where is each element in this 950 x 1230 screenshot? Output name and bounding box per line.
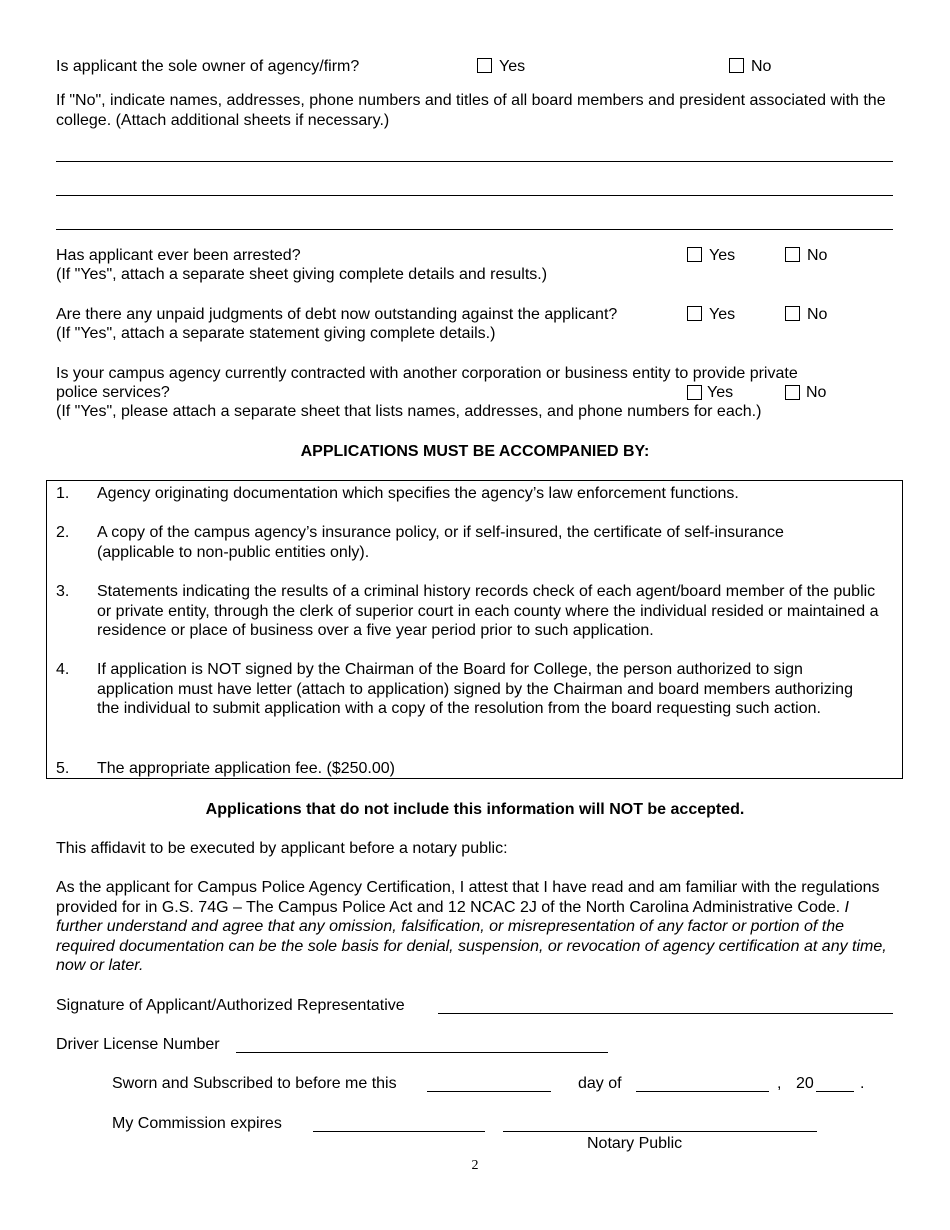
driver-license-field[interactable] [236,1052,608,1053]
notary-signature-field[interactable] [503,1131,817,1132]
sole-owner-question: Is applicant the sole owner of agency/firm? [56,58,360,75]
sole-owner-yes-label: Yes [499,58,526,75]
attestation-text: As the applicant for Campus Police Agency Certification, I attest that I have read and am familiar with the regulations provided for in G.S. 74G – The Campus Police Act and 12 NCAC 2J of the North Carolina Administrative Code. [56,879,880,916]
accompanied-heading: APPLICATIONS MUST BE ACCOMPANIED BY: [300,443,650,460]
contracted-yes-label: Yes [707,384,734,401]
sworn-label: Sworn and Subscribed to before me this [112,1075,397,1092]
requirement-number: 3. [56,583,70,600]
board-members-line-3[interactable] [56,229,893,230]
year-comma: , [777,1075,782,1092]
requirement-number: 5. [56,760,70,777]
contracted-question: Is your campus agency currently contracted with another corporation or business entity to provide private [56,365,798,382]
requirement-number: 4. [56,661,70,678]
year-period: . [860,1075,865,1092]
requirement-text: The appropriate application fee. ($250.00) [97,760,395,777]
page-number: 2 [471,1158,479,1173]
judgments-no-checkbox[interactable] [785,306,800,321]
judgments-note: (If "Yes", attach a separate statement giving complete details.) [56,325,496,342]
contracted-no-label: No [806,384,827,401]
driver-license-label: Driver License Number [56,1036,220,1053]
requirement-number: 2. [56,524,70,541]
attestation-italic-text: I further understand and agree that any omission, falsification, or misrepresentation of any factor or portion of the required documentation can be the sole basis for denial, suspension, or revocation of agency certification at any time, now or later. [56,898,887,974]
day-of-label: day of [578,1075,622,1092]
board-members-instructions: If "No", indicate names, addresses, phone numbers and titles of all board members and president associated with the college. (Attach additional sheets if necessary.) [56,92,886,129]
arrested-yes-checkbox[interactable] [687,247,702,262]
arrested-note: (If "Yes", attach a separate sheet giving complete details and results.) [56,266,548,283]
board-members-line-1[interactable] [56,161,893,162]
arrested-question: Has applicant ever been arrested? [56,247,301,264]
not-accepted-notice: Applications that do not include this information will NOT be accepted. [205,801,745,818]
requirement-number: 1. [56,485,70,502]
arrested-no-checkbox[interactable] [785,247,800,262]
attestation-paragraph [56,878,888,976]
board-members-line-2[interactable] [56,195,893,196]
requirement-text: If application is NOT signed by the Chairman of the Board for College, the person authorized to sign application must have letter (attach to application) signed by the Chairman and board members authorizing the individual to submit application with a copy of the resolution from the board requesting such action. [97,661,853,717]
sworn-day-field[interactable] [427,1091,551,1092]
sole-owner-no-label: No [751,58,772,75]
commission-expires-field[interactable] [313,1131,485,1132]
notary-public-label: Notary Public [587,1135,683,1152]
requirement-text: A copy of the campus agency’s insurance policy, or if self-insured, the certificate of self-insurance (applicable to non-public entities only). [97,524,784,561]
year-prefix: 20 [796,1075,814,1092]
sole-owner-no-checkbox[interactable] [729,58,744,73]
contracted-yes-checkbox[interactable] [687,385,702,400]
signature-field[interactable] [438,1013,893,1014]
sworn-month-field[interactable] [636,1091,769,1092]
arrested-no-label: No [807,247,828,264]
commission-label: My Commission expires [112,1115,282,1132]
contracted-question-cont: police services? [56,384,170,401]
arrested-yes-label: Yes [709,247,736,264]
contracted-note: (If "Yes", please attach a separate sheet that lists names, addresses, and phone numbers for each.) [56,403,762,420]
sworn-year-field[interactable] [816,1091,854,1092]
judgments-yes-checkbox[interactable] [687,306,702,321]
signature-label: Signature of Applicant/Authorized Representative [56,997,405,1014]
requirement-text: Agency originating documentation which specifies the agency’s law enforcement functions. [97,485,739,502]
judgments-no-label: No [807,306,828,323]
sole-owner-yes-checkbox[interactable] [477,58,492,73]
judgments-yes-label: Yes [709,306,736,323]
requirement-text: Statements indicating the results of a criminal history records check of each agent/board member of the public or private entity, through the clerk of superior court in each county where the individual resided or maintained a residence or place of business over a five year period prior to such application. [97,583,879,639]
judgments-question: Are there any unpaid judgments of debt now outstanding against the applicant? [56,306,618,323]
contracted-no-checkbox[interactable] [785,385,800,400]
affidavit-intro: This affidavit to be executed by applicant before a notary public: [56,840,508,857]
